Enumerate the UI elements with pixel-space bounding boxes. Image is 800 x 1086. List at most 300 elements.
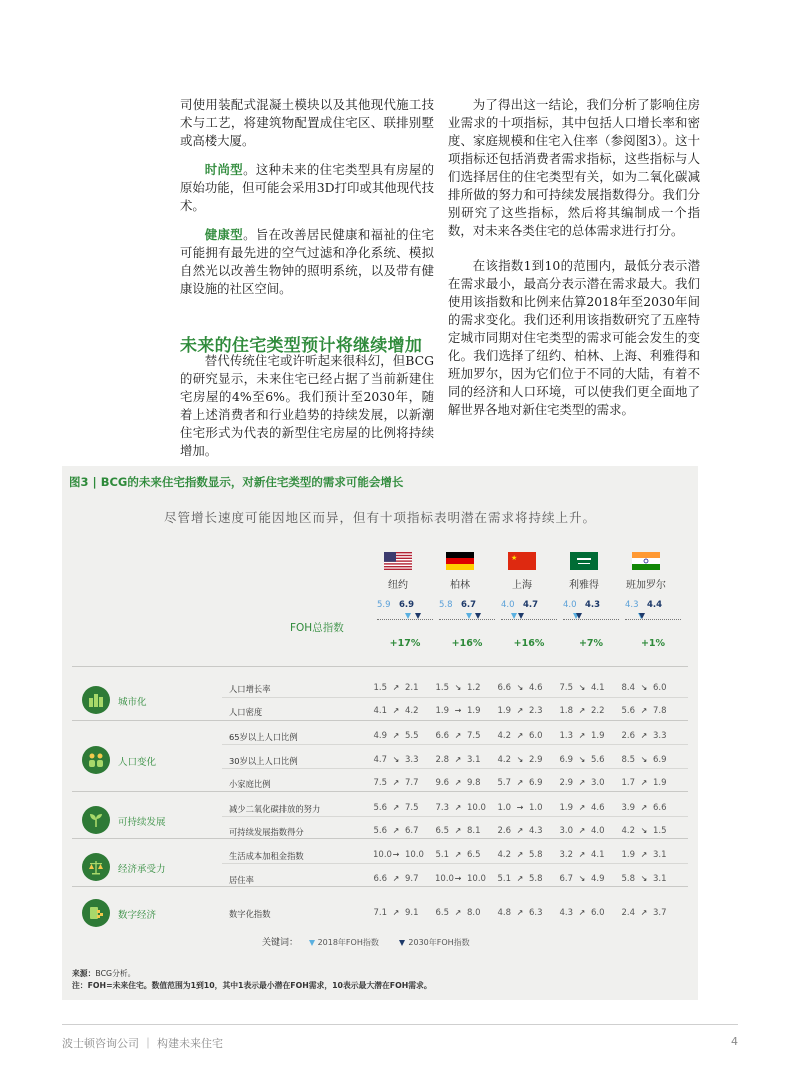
arrow-up-icon: ↗ — [516, 850, 524, 859]
city-name: 纽约 — [388, 580, 408, 591]
value-2030: 3.1 — [653, 850, 667, 860]
arrow-right-icon: → — [454, 874, 462, 883]
value-2018: 3.0 — [559, 826, 573, 836]
left-paragraph-4: 替代传统住宅或许听起来很科幻，但BCG的研究显示，未来住宅已经占据了当前新建住宅房屋的4%至6%。我们预计至2030年，随着上述消费者和行业趋势的持续发展，以新潮住宅形式为代表的新型住宅房屋的比例将持续增加。 — [180, 353, 434, 458]
arrow-right-icon: → — [516, 803, 524, 812]
value-2030: 6.9 — [529, 778, 543, 788]
value-2018: 4.2 — [497, 850, 511, 860]
value-2018: 5.6 — [373, 826, 387, 836]
value-2018: 5.6 — [621, 706, 635, 716]
sprout-icon — [82, 806, 110, 834]
left-column-lower — [180, 352, 434, 460]
value-2018: 7.5 — [373, 778, 387, 788]
foh-2018-value: 5.9 — [377, 600, 391, 610]
value-2018: 10.0 — [435, 874, 454, 884]
category-label: 经济承受力 — [118, 864, 166, 875]
value-2018: 5.7 — [497, 778, 511, 788]
legend-2030: 2030年FOH指数 — [408, 938, 470, 947]
indicator-value — [559, 803, 615, 813]
value-2018: 7.5 — [559, 683, 573, 693]
arrow-up-icon: ↗ — [392, 803, 400, 812]
city-new-york — [367, 552, 429, 591]
arrow-up-icon: ↗ — [516, 874, 524, 883]
arrow-down-icon: ↘ — [640, 755, 648, 764]
value-2030: 5.6 — [591, 755, 605, 765]
page-number: 4 — [731, 1035, 738, 1048]
indicator-value — [559, 826, 615, 836]
foh-2018-marker — [405, 613, 411, 619]
value-2030: 3.1 — [653, 874, 667, 884]
value-2030: 9.7 — [405, 874, 419, 884]
value-2030: 5.5 — [405, 731, 419, 741]
arrow-down-icon: ↘ — [516, 683, 524, 692]
city-shanghai — [491, 552, 553, 591]
left-paragraph-1: 司使用装配式混凝土模块以及其他现代施工技术与工艺，将建筑物配置成住宅区、联排别墅或高楼大厦。 — [180, 97, 434, 148]
arrow-up-icon: ↗ — [454, 826, 462, 835]
value-2030: 1.9 — [653, 778, 667, 788]
arrow-up-icon: ↗ — [640, 731, 648, 740]
indicator-value — [621, 755, 677, 765]
indicator-value — [497, 706, 553, 716]
value-2018: 2.4 — [621, 908, 635, 918]
section-title: 未来的住宅类型预计将继续增加 — [180, 336, 423, 356]
indicator-value — [559, 683, 615, 693]
value-2030: 2.3 — [529, 706, 543, 716]
foh-scale-line — [439, 619, 495, 620]
value-2030: 8.1 — [467, 826, 481, 836]
indicator-value — [435, 874, 491, 884]
indicator-value — [373, 755, 429, 765]
indicator-label: 65岁以上人口比例 — [229, 732, 298, 742]
foh-2030-marker — [475, 613, 481, 619]
value-2030: 7.7 — [405, 778, 419, 788]
arrow-up-icon: ↗ — [392, 874, 400, 883]
arrow-up-icon: ↗ — [640, 706, 648, 715]
indicator-value — [435, 706, 491, 716]
value-2030: 4.9 — [591, 874, 605, 884]
indicator-value — [621, 850, 677, 860]
value-2018: 10.0 — [373, 850, 392, 860]
value-2018: 6.7 — [559, 874, 573, 884]
left-paragraph-3 — [180, 226, 434, 298]
city-bangalore — [615, 552, 677, 591]
foh-2030-value: 4.7 — [523, 600, 539, 610]
arrow-down-icon: ↘ — [392, 755, 400, 764]
value-2018: 5.1 — [435, 850, 449, 860]
value-2018: 2.6 — [497, 826, 511, 836]
arrow-up-icon: ↗ — [454, 908, 462, 917]
row-divider — [222, 697, 688, 698]
arrow-up-icon: ↗ — [578, 731, 586, 740]
right-column — [448, 96, 700, 419]
people-icon — [82, 746, 110, 774]
indicator-value — [497, 731, 553, 741]
indicator-value — [559, 731, 615, 741]
source-text: BCG分析。 — [95, 969, 136, 978]
value-2030: 6.6 — [653, 803, 667, 813]
indicator-value — [435, 731, 491, 741]
figure-3 — [62, 466, 698, 1000]
style-type-highlight: 时尚型 — [204, 162, 244, 177]
arrow-right-icon: → — [454, 706, 462, 715]
indicator-label: 人口密度 — [229, 707, 263, 717]
foh-2030-marker — [576, 613, 582, 619]
city-berlin — [429, 552, 491, 591]
value-2018: 6.6 — [497, 683, 511, 693]
indicator-value — [373, 778, 429, 788]
indicator-value — [497, 683, 553, 693]
indicator-label: 减少二氧化碳排放的努力 — [229, 804, 321, 814]
indicator-value — [559, 755, 615, 765]
value-2018: 4.2 — [621, 826, 635, 836]
value-2018: 1.7 — [621, 778, 635, 788]
value-2018: 2.8 — [435, 755, 449, 765]
indicator-value — [621, 826, 677, 836]
foh-2030-value: 4.3 — [585, 600, 601, 610]
value-2030: 6.7 — [405, 826, 419, 836]
indicator-value — [497, 850, 553, 860]
value-2018: 3.9 — [621, 803, 635, 813]
indicator-label: 小家庭比例 — [229, 779, 271, 789]
value-2030: 6.3 — [529, 908, 543, 918]
note-label: 注： — [72, 981, 88, 990]
arrow-up-icon: ↗ — [578, 850, 586, 859]
value-2030: 1.0 — [529, 803, 543, 813]
row-divider — [222, 863, 688, 864]
value-2018: 4.2 — [497, 755, 511, 765]
value-2030: 4.1 — [591, 683, 605, 693]
value-2018: 1.0 — [497, 803, 511, 813]
value-2018: 5.8 — [621, 874, 635, 884]
footer-divider — [62, 1024, 738, 1025]
value-2030: 3.0 — [591, 778, 605, 788]
arrow-up-icon: ↗ — [454, 778, 462, 787]
triangle-2030-icon — [399, 940, 405, 946]
value-2018: 5.1 — [497, 874, 511, 884]
germany-flag-icon — [446, 552, 474, 570]
indicator-value — [373, 908, 429, 918]
arrow-down-icon: ↘ — [578, 683, 586, 692]
value-2018: 6.5 — [435, 908, 449, 918]
value-2030: 4.1 — [591, 850, 605, 860]
category-label: 城市化 — [118, 696, 147, 708]
legend-2018: 2018年FOH指数 — [317, 938, 379, 947]
foh-change: +16% — [451, 638, 483, 649]
arrow-up-icon: ↗ — [392, 731, 400, 740]
value-2030: 7.5 — [467, 731, 481, 741]
value-2018: 6.5 — [435, 826, 449, 836]
value-2018: 5.6 — [373, 803, 387, 813]
foh-2030-marker — [415, 613, 421, 619]
arrow-up-icon: ↗ — [578, 778, 586, 787]
group-divider — [72, 838, 688, 839]
value-2030: 1.2 — [467, 683, 481, 693]
indicator-label: 30岁以上人口比例 — [229, 756, 298, 766]
city-riyadh — [553, 552, 615, 591]
indicator-value — [497, 874, 553, 884]
indicator-value — [435, 803, 491, 813]
value-2030: 4.6 — [591, 803, 605, 813]
value-2018: 6.6 — [373, 874, 387, 884]
indicator-label: 居住率 — [229, 875, 254, 885]
foh-2018-value: 4.0 — [563, 600, 577, 610]
value-2030: 1.5 — [653, 826, 667, 836]
value-2030: 3.3 — [405, 755, 419, 765]
indicator-value — [621, 683, 677, 693]
city-name: 班加罗尔 — [626, 580, 666, 591]
value-2030: 2.1 — [405, 683, 419, 693]
value-2018: 1.5 — [373, 683, 387, 693]
legend — [262, 935, 470, 948]
china-flag-icon — [508, 552, 536, 570]
value-2030: 7.8 — [653, 706, 667, 716]
arrow-down-icon: ↘ — [578, 874, 586, 883]
health-type-text: 。旨在改善居民健康和福祉的住宅可能拥有最先进的空气过滤和净化系统、模拟自然光以改善生物钟的照明系统，以及带有健康设施的社区空间。 — [180, 227, 435, 296]
foh-2018-marker — [466, 613, 472, 619]
indicator-value — [435, 755, 491, 765]
value-2018: 9.6 — [435, 778, 449, 788]
value-2030: 3.3 — [653, 731, 667, 741]
indicator-value — [373, 706, 429, 716]
value-2018: 4.7 — [373, 755, 387, 765]
indicator-value — [435, 778, 491, 788]
indicator-value — [621, 874, 677, 884]
foh-scale-line — [625, 619, 681, 620]
indicator-value — [373, 850, 429, 860]
value-2030: 10.0 — [467, 874, 486, 884]
arrow-up-icon: ↗ — [454, 850, 462, 859]
value-2030: 10.0 — [467, 803, 486, 813]
arrow-up-icon: ↗ — [392, 908, 400, 917]
value-2018: 3.2 — [559, 850, 573, 860]
indicator-value — [435, 683, 491, 693]
arrow-down-icon: ↘ — [640, 826, 648, 835]
category-label: 人口变化 — [118, 756, 157, 768]
foh-2018-marker — [511, 613, 517, 619]
value-2030: 9.8 — [467, 778, 481, 788]
foh-2030-value: 6.9 — [399, 600, 415, 610]
indicator-value — [497, 803, 553, 813]
category-label: 数字经济 — [118, 910, 157, 921]
right-paragraph-1: 为了得出这一结论，我们分析了影响住房业需求的十项指标，其中包括人口增长率和密度、家庭规模和住宅入住率（参阅图3）。这十项指标还包括消费者需求指标，这些指标与人们选择居住的住宅类型有关，如为二氧化碳减排所做的努力和可持续发展指数得分。我们分别研究了这些指标，然后将其编制成一个指数，对未来各类住宅的总体需求进行打分。 — [448, 97, 700, 238]
value-2030: 3.1 — [467, 755, 481, 765]
value-2018: 2.9 — [559, 778, 573, 788]
foh-2018-value: 5.8 — [439, 600, 453, 610]
group-divider — [72, 886, 688, 887]
arrow-up-icon: ↗ — [392, 683, 400, 692]
arrow-up-icon: ↗ — [640, 908, 648, 917]
foh-change: +17% — [389, 638, 421, 649]
value-2030: 5.8 — [529, 850, 543, 860]
left-paragraph-2 — [180, 161, 434, 215]
saudi-flag-icon — [570, 552, 598, 570]
foh-2030-marker — [518, 613, 524, 619]
value-2030: 4.3 — [529, 826, 543, 836]
arrow-down-icon: ↘ — [640, 874, 648, 883]
style-type-text: 。这种未来的住宅类型具有房屋的原始功能，但可能会采用3D打印或其他现代技术。 — [180, 162, 435, 213]
health-type-highlight: 健康型 — [204, 227, 244, 242]
foh-change: +16% — [513, 638, 545, 649]
indicator-value — [497, 826, 553, 836]
value-2030: 1.9 — [591, 731, 605, 741]
indicator-value — [559, 778, 615, 788]
value-2018: 4.9 — [373, 731, 387, 741]
value-2030: 6.0 — [591, 908, 605, 918]
foh-2018-value: 4.3 — [625, 600, 639, 610]
value-2018: 1.9 — [497, 706, 511, 716]
foh-scale-line — [563, 619, 619, 620]
indicator-value — [621, 706, 677, 716]
footer-text: 波士顿咨询公司 ｜ 构建未来住宅 — [62, 1037, 223, 1050]
indicator-value — [621, 778, 677, 788]
city-icon — [82, 686, 110, 714]
value-2030: 6.5 — [467, 850, 481, 860]
figure-title: 图3 | BCG的未来住宅指数显示，对新住宅类型的需求可能会增长 — [69, 475, 404, 489]
arrow-up-icon: ↗ — [578, 908, 586, 917]
value-2018: 1.9 — [559, 803, 573, 813]
value-2030: 2.9 — [529, 755, 543, 765]
group-divider — [72, 720, 688, 721]
value-2018: 7.3 — [435, 803, 449, 813]
value-2030: 5.8 — [529, 874, 543, 884]
legend-key: 关键词： — [262, 938, 299, 948]
arrow-down-icon: ↘ — [578, 755, 586, 764]
foh-scale — [563, 600, 619, 626]
arrow-up-icon: ↗ — [516, 826, 524, 835]
foh-2030-marker — [639, 613, 645, 619]
arrow-up-icon: ↗ — [516, 908, 524, 917]
arrow-up-icon: ↗ — [454, 803, 462, 812]
city-name: 上海 — [512, 580, 532, 591]
value-2018: 4.3 — [559, 908, 573, 918]
indicator-label: 人口增长率 — [229, 684, 271, 694]
group-divider — [72, 791, 688, 792]
foh-scale — [501, 600, 557, 626]
row-divider — [222, 816, 688, 817]
figure-subtitle: 尽管增长速度可能因地区而异，但有十项指标表明潜在需求将持续上升。 — [163, 510, 596, 525]
indicator-value — [373, 731, 429, 741]
indicator-value — [497, 908, 553, 918]
row-divider — [222, 744, 688, 745]
indicator-value — [435, 850, 491, 860]
indicator-value — [559, 874, 615, 884]
indicator-value — [621, 908, 677, 918]
arrow-up-icon: ↗ — [640, 803, 648, 812]
foh-2018-value: 4.0 — [501, 600, 515, 610]
indicator-value — [559, 908, 615, 918]
city-name: 柏林 — [450, 580, 470, 591]
source-label: 来源： — [72, 969, 96, 978]
value-2018: 4.1 — [373, 706, 387, 716]
arrow-down-icon: ↘ — [640, 683, 648, 692]
indicator-value — [373, 803, 429, 813]
triangle-2018-icon — [309, 940, 315, 946]
indicator-value — [497, 778, 553, 788]
foh-scale-line — [501, 619, 557, 620]
arrow-up-icon: ↗ — [578, 826, 586, 835]
value-2030: 6.0 — [529, 731, 543, 741]
foh-scale — [625, 600, 681, 626]
value-2030: 4.6 — [529, 683, 543, 693]
indicator-value — [373, 683, 429, 693]
arrow-up-icon: ↗ — [392, 706, 400, 715]
value-2018: 4.2 — [497, 731, 511, 741]
arrow-down-icon: ↘ — [516, 755, 524, 764]
value-2030: 8.0 — [467, 908, 481, 918]
value-2018: 1.8 — [559, 706, 573, 716]
indicator-label: 数字化指数 — [229, 909, 271, 919]
arrow-up-icon: ↗ — [454, 731, 462, 740]
foh-change: +1% — [640, 638, 666, 649]
foh-scale — [439, 600, 495, 626]
value-2018: 2.6 — [621, 731, 635, 741]
value-2018: 1.5 — [435, 683, 449, 693]
category-label: 可持续发展 — [118, 816, 166, 828]
digital-icon — [82, 899, 110, 927]
indicator-value — [373, 874, 429, 884]
note-text: FOH=未来住宅。数值范围为1到10，其中1表示最小潜在FOH需求，10表示最大潜在FOH需求。 — [87, 981, 432, 990]
value-2030: 10.0 — [405, 850, 424, 860]
value-2030: 4.2 — [405, 706, 419, 716]
indicator-label: 可持续发展指数得分 — [229, 827, 304, 837]
source-note — [72, 968, 432, 992]
value-2030: 6.0 — [653, 683, 667, 693]
indicator-value — [559, 706, 615, 716]
arrow-up-icon: ↗ — [516, 731, 524, 740]
value-2030: 9.1 — [405, 908, 419, 918]
indicator-value — [373, 826, 429, 836]
value-2018: 6.6 — [435, 731, 449, 741]
arrow-right-icon: → — [392, 850, 400, 859]
scale-icon — [82, 853, 110, 881]
arrow-up-icon: ↗ — [640, 778, 648, 787]
arrow-up-icon: ↗ — [578, 803, 586, 812]
value-2018: 8.5 — [621, 755, 635, 765]
value-2018: 7.1 — [373, 908, 387, 918]
value-2018: 1.3 — [559, 731, 573, 741]
value-2018: 4.8 — [497, 908, 511, 918]
value-2030: 4.0 — [591, 826, 605, 836]
arrow-up-icon: ↗ — [392, 778, 400, 787]
arrow-up-icon: ↗ — [516, 706, 524, 715]
foh-index-label: FOH总指数 — [290, 622, 344, 634]
indicator-value — [435, 908, 491, 918]
indicator-value — [621, 803, 677, 813]
row-divider — [222, 768, 688, 769]
group-divider — [72, 666, 688, 667]
city-name: 利雅得 — [569, 580, 599, 591]
arrow-down-icon: ↘ — [454, 683, 462, 692]
value-2030: 7.5 — [405, 803, 419, 813]
value-2030: 1.9 — [467, 706, 481, 716]
value-2018: 8.4 — [621, 683, 635, 693]
left-column — [180, 96, 434, 298]
foh-2030-value: 4.4 — [647, 600, 663, 610]
usa-flag-icon — [384, 552, 412, 570]
right-paragraph-2: 在该指数1到10的范围内，最低分表示潜在需求最小，最高分表示潜在需求最大。我们使用该指数和比例来估算2018年至2030年间的需求变化。我们还利用该指数研究了五座特定城市同期对住宅类型的需求可能会发生的变化。我们选择了纽约、柏林、上海、利雅得和班加罗尔，因为它们位于不同的大陆，有着不同的经济和人口环境，可以使我们更全面地了解世界各地对新住宅类型的需求。 — [448, 258, 700, 417]
indicator-value — [435, 826, 491, 836]
arrow-up-icon: ↗ — [454, 755, 462, 764]
svg-text:★: ★ — [511, 554, 518, 562]
foh-scale-line — [377, 619, 433, 620]
arrow-up-icon: ↗ — [392, 826, 400, 835]
value-2030: 3.7 — [653, 908, 667, 918]
india-flag-icon — [632, 552, 660, 570]
foh-2030-value: 6.7 — [461, 600, 477, 610]
arrow-up-icon: ↗ — [578, 706, 586, 715]
value-2018: 1.9 — [435, 706, 449, 716]
arrow-up-icon: ↗ — [516, 778, 524, 787]
